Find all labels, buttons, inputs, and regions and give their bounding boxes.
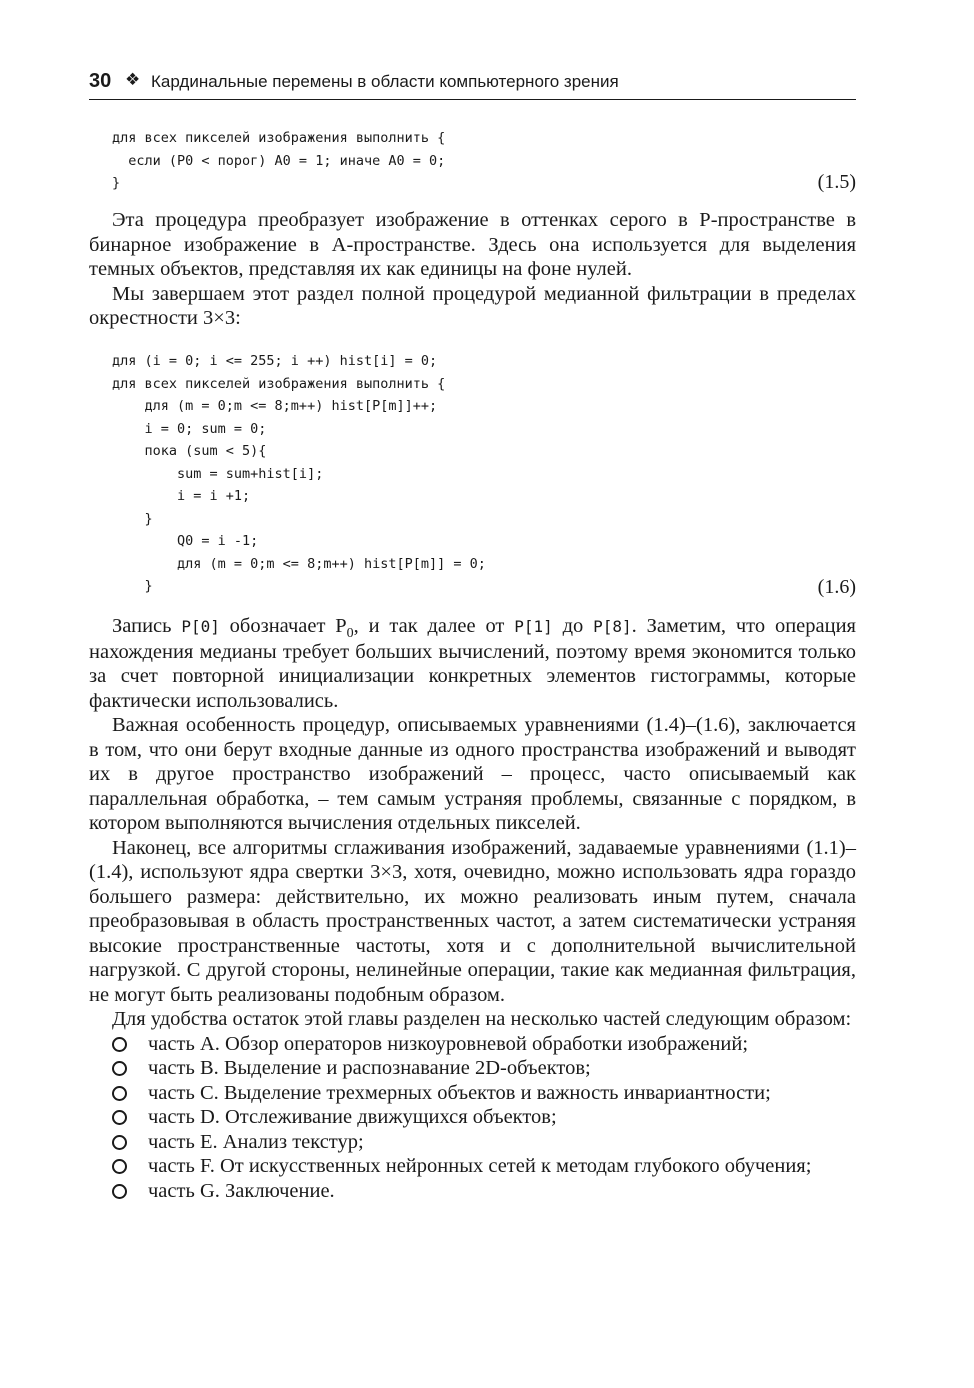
- code-line: sum = sum+hist[i];: [112, 465, 324, 482]
- code-line: для (m = 0;m <= 8;m++) hist[P[m]] = 0;: [112, 555, 486, 572]
- parts-list: [89, 1032, 856, 1204]
- text-run: до: [552, 615, 594, 637]
- running-title: Кардинальные перемены в области компьютерного зрения: [151, 72, 619, 91]
- code-line: для всех пикселей изображения выполнить {: [112, 375, 446, 392]
- code-line: i = i +1;: [112, 488, 251, 504]
- equation-number-1-6: (1.6): [817, 576, 856, 598]
- text-run: . Заметим, что операция нахождения медианы требует больших вычислений, поэтому время экономится только за счет повторной инициализации конкретных элементов гистограммы, которые фактически использовались.: [89, 615, 856, 712]
- list-item-text: часть A. Обзор операторов низкоуровневой обработки изображений;: [148, 1032, 749, 1055]
- list-item: [89, 1130, 856, 1155]
- text-run: , и так далее от: [353, 615, 515, 637]
- text-run: обозначает P: [219, 615, 347, 637]
- inline-code: P[0]: [181, 617, 220, 636]
- code-line: Q0 = i -1;: [112, 533, 259, 549]
- list-item: [89, 1032, 856, 1057]
- circle-bullet-icon: [112, 1159, 127, 1174]
- paragraph-notation: [89, 614, 856, 713]
- paragraph-median-intro: Мы завершаем этот раздел полной процедурой медианной фильтрации в пределах окрестности 3×3:: [89, 282, 856, 329]
- paragraph-procedure: [89, 208, 856, 331]
- list-item: [89, 1081, 856, 1106]
- paragraph-binary: Эта процедура преобразует изображение в оттенках серого в P-пространстве в бинарное изображение в A-пространстве. Здесь она используется для выделения темных объектов, представляя их как единицы на фоне нулей.: [89, 209, 856, 280]
- code-line: }: [112, 510, 153, 527]
- inline-code: P[1]: [514, 617, 553, 636]
- paragraph-smoothing: Наконец, все алгоритмы сглаживания изображений, задаваемые уравнениями (1.1)–(1.4), используют ядра свертки 3×3, хотя, очевидно, можно использовать ядра гораздо большего размера: действительно, их можно реализовать иным путем, сначала преобразовывая в область пространственных частот, а затем систематически устраняя высокие пространственные частоты, хотя и с дополнительной вычислительной нагрузкой. С другой стороны, нелинейные операции, такие как медианная фильтрация, не могут быть реализованы подобным образом.: [89, 836, 856, 1006]
- list-item: [89, 1056, 856, 1081]
- code-line: }: [112, 175, 121, 191]
- code-line: если (P0 < порог) A0 = 1; иначе A0 = 0;: [112, 152, 446, 169]
- paragraph-parallel: Важная особенность процедур, описываемых уравнениями (1.4)–(1.6), заключается в том, что они берут входные данные из одного пространства изображений и выводят их в другое пространство изображений – процесс, часто описываемый как параллельная обработка, – тем самым устраняя проблемы, связанные с порядком, в котором выполняются вычисления отдельных пикселей.: [89, 714, 856, 834]
- code-block-1-5: [112, 127, 445, 195]
- list-item-text: часть D. Отслеживание движущихся объектов;: [148, 1106, 557, 1128]
- inline-code: P[8]: [593, 617, 632, 636]
- list-item: [89, 1179, 856, 1204]
- list-item: [89, 1154, 856, 1179]
- circle-bullet-icon: [112, 1110, 127, 1125]
- circle-bullet-icon: [112, 1086, 127, 1101]
- list-item-text: часть C. Выделение трехмерных объектов и важность инвариантности;: [148, 1081, 771, 1104]
- page-number: 30: [89, 70, 112, 92]
- text-run: Запись: [112, 615, 182, 637]
- code-line: для всех пикселей изображения выполнить {: [112, 130, 446, 146]
- code-line: для (i = 0; i <= 255; i ++) hist[i] = 0;: [112, 353, 438, 369]
- ornament-icon: ❖: [125, 70, 141, 90]
- main-text: [89, 614, 856, 1203]
- circle-bullet-icon: [112, 1184, 127, 1199]
- circle-bullet-icon: [112, 1061, 127, 1076]
- list-item-text: часть E. Анализ текстур;: [148, 1130, 364, 1153]
- code-line: }: [112, 578, 153, 594]
- equation-number-1-5: (1.5): [817, 171, 856, 193]
- code-line: для (m = 0;m <= 8;m++) hist[P[m]]++;: [112, 398, 438, 414]
- circle-bullet-icon: [112, 1037, 127, 1052]
- list-item-text: часть G. Заключение.: [148, 1179, 335, 1202]
- code-line: пока (sum < 5){: [112, 443, 267, 459]
- code-block-1-6: [112, 350, 486, 598]
- code-line: i = 0; sum = 0;: [112, 420, 267, 437]
- running-header: [89, 70, 856, 100]
- subscript: 0: [346, 626, 354, 642]
- circle-bullet-icon: [112, 1135, 127, 1150]
- paragraph-chapter-parts: Для удобства остаток этой главы разделен на несколько частей следующим образом:: [112, 1008, 852, 1030]
- list-item: [89, 1105, 856, 1130]
- list-item-text: часть F. От искусственных нейронных сетей к методам глубокого обучения;: [148, 1155, 812, 1177]
- list-item-text: часть B. Выделение и распознавание 2D-объектов;: [148, 1057, 591, 1079]
